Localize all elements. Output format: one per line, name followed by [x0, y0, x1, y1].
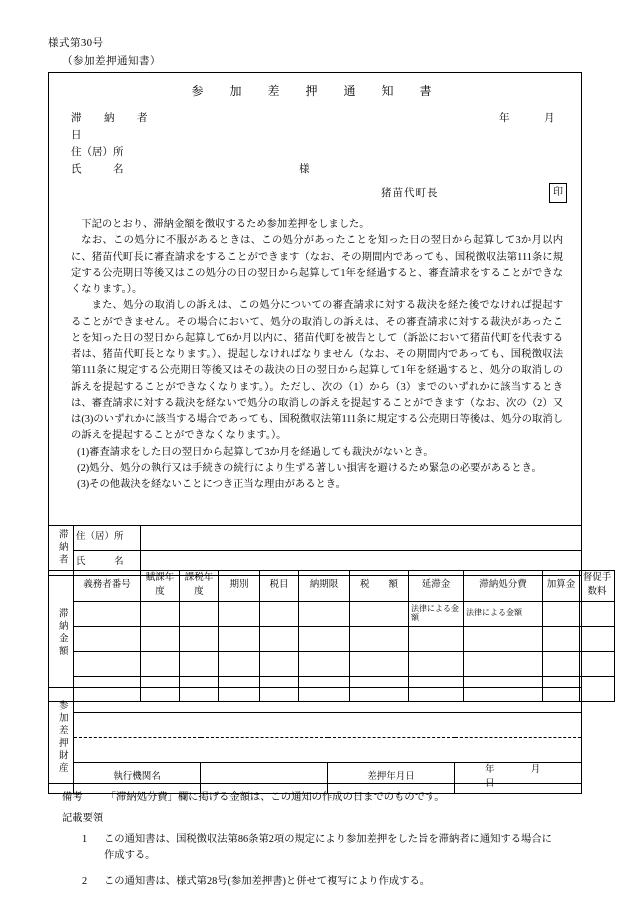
cell-tax-item[interactable] — [260, 601, 299, 626]
party-block — [71, 111, 561, 179]
property-table — [48, 687, 582, 794]
cell-additional-2[interactable] — [543, 626, 580, 651]
table-row — [49, 713, 582, 738]
amount-table — [48, 570, 615, 702]
address-label: 住（居）所 — [71, 147, 124, 158]
notice-body — [71, 217, 563, 494]
table-row — [49, 688, 582, 713]
form-subtitle: （参加差押通知書） — [62, 56, 161, 67]
header-tax-item: 税目 — [260, 571, 299, 602]
amount-vertical-label — [49, 571, 74, 702]
cell-additional-charge[interactable] — [543, 601, 580, 626]
cell-tax-year[interactable] — [180, 601, 219, 626]
cell-obligor-number-2[interactable] — [74, 626, 141, 651]
property-vertical-label — [49, 688, 74, 794]
body-paragraph-3: また、処分の取消しの訴えは、この処分についての審査請求に対する裁決を経た後でなければ提起することができません。その場合において、処分の取消しの訴えは、その審査請求に対する裁決があったことを知った日の翌日から起算して6か月以内に、猪苗代町を被告として（訴訟において猪苗代町を代表する者は、猪苗代町長となります。）、提起しなければなりません（なお、その期間内であっても、国税徴収法第111条に規定する公売期日等後又はその裁決の日の翌日から起算して1年を経過すると、処分の取消しの訴えを提起することができなくなります。）。ただし、次の（1）から（3）までのいずれかに該当するときは、審査請求に対する裁決を経ないで処分の取消しの訴えを提起することができます（なお、次の（2）又は(3)のいずれかに該当する場合であっても、国税徴収法第111条に規定する公売期日等後は、処分の取消しの訴えを提起することができなくなります。）。 — [71, 300, 563, 442]
document-title: 参 加 差 押 通 知 書 — [191, 84, 439, 98]
form-number: 様式第30号 — [48, 38, 104, 49]
date-day-label: 日 — [71, 130, 82, 141]
debtor-name-label: 氏 名 — [74, 551, 141, 576]
header-additional-charge: 加算金 — [543, 571, 580, 602]
cell-reminder-3[interactable] — [580, 651, 615, 676]
header-tax-amount: 税 額 — [350, 571, 409, 602]
table-row — [49, 651, 615, 676]
seizure-day-label: 日 — [485, 778, 496, 789]
debtor-info-table — [48, 525, 582, 576]
table-row — [49, 738, 582, 763]
cell-tax-year-3[interactable] — [180, 651, 219, 676]
note-item-1 — [82, 832, 582, 864]
cell-levy-year-2[interactable] — [141, 626, 180, 651]
table-row — [49, 601, 615, 626]
body-item-3: (3)その他裁決を経ないことにつき正当な理由があるとき。 — [77, 479, 346, 491]
property-line-1[interactable] — [74, 688, 582, 713]
seal-icon: 印 — [549, 183, 567, 203]
cell-period[interactable] — [219, 601, 260, 626]
cell-period-2[interactable] — [219, 626, 260, 651]
remark-text: 「滞納処分費」欄に掲げる金額は、この通知の作成の日までのものです。 — [105, 792, 445, 803]
cell-tax-item-2[interactable] — [260, 626, 299, 651]
note-number-2: 2 — [82, 876, 88, 887]
cell-tax-amount-3[interactable] — [350, 651, 409, 676]
date-month-label: 月 — [544, 113, 555, 124]
seizure-month-label: 月 — [530, 765, 541, 775]
date-year-label: 年 — [499, 113, 510, 124]
header-tax-year: 課税年度 — [180, 571, 219, 602]
exec-org-label: 執行機関名 — [74, 763, 201, 794]
table-header-row — [49, 571, 615, 602]
cell-reminder-4[interactable] — [580, 676, 615, 701]
table-row — [49, 763, 582, 794]
cell-levy-year-3[interactable] — [141, 651, 180, 676]
exec-org-value[interactable] — [201, 763, 328, 794]
table-row — [49, 526, 582, 551]
cell-due-date-2[interactable] — [299, 626, 350, 651]
note-text-1: この通知書は、国税徴収法第86条第2項の規定により参加差押をした旨を滞納者に通知する場合に作成する。 — [104, 834, 552, 861]
header-obligor-number: 義務者番号 — [74, 571, 141, 602]
note-item-2 — [82, 874, 582, 890]
issuer-name: 猪苗代町長 — [381, 188, 439, 199]
header-due-date: 納期限 — [299, 571, 350, 602]
cell-tax-year-2[interactable] — [180, 626, 219, 651]
property-line-2[interactable] — [74, 713, 582, 738]
cell-obligor-number[interactable] — [74, 601, 141, 626]
cell-delinquency-2[interactable] — [409, 626, 464, 651]
name-label: 氏 名 — [71, 164, 124, 175]
property-line-3[interactable] — [74, 738, 582, 763]
note-number-1: 1 — [82, 834, 88, 845]
cell-delinquency-3[interactable] — [409, 651, 464, 676]
cell-tax-amount[interactable] — [350, 601, 409, 626]
debtor-address-value[interactable] — [141, 526, 582, 551]
date-fields — [499, 111, 555, 126]
body-paragraph-1: 下記のとおり、滞納金額を徴収するため参加差押をしました。 — [81, 219, 370, 230]
day-row — [71, 128, 561, 145]
body-item-1: (1)審査請求をした日の翌日から起算して3か月を経過しても裁決がないとき。 — [77, 446, 434, 458]
notes-title: 記載要領 — [62, 813, 104, 824]
header-levy-year: 賦課年度 — [141, 571, 180, 602]
debtor-vertical-label — [49, 526, 74, 576]
cell-levy-year[interactable] — [141, 601, 180, 626]
debtor-row — [71, 111, 561, 128]
amount-vertical-text: 滞納金額 — [56, 607, 67, 658]
cell-due-date-3[interactable] — [299, 651, 350, 676]
seizure-date-label: 差押年月日 — [328, 763, 455, 794]
remark-label: 備考 — [62, 792, 83, 803]
header-period: 期別 — [219, 571, 260, 602]
cell-obligor-number-3[interactable] — [74, 651, 141, 676]
debtor-label: 滞 納 者 — [71, 113, 154, 124]
cell-tax-amount-2[interactable] — [350, 626, 409, 651]
remark-line — [62, 790, 445, 806]
cell-reminder-2[interactable] — [580, 626, 615, 651]
cell-additional-3[interactable] — [543, 651, 580, 676]
seizure-date-value[interactable] — [455, 763, 582, 794]
note-text-2: この通知書は、様式第28号(参加差押書)と併せて複写により作成する。 — [104, 876, 431, 887]
cell-disposition-3[interactable] — [464, 651, 543, 676]
header-reminder-fee: 督促手数料 — [580, 571, 615, 602]
debtor-vertical-text: 滞納者 — [56, 528, 67, 567]
cell-disposition-2[interactable] — [464, 626, 543, 651]
seizure-year-label: 年 — [485, 765, 496, 775]
property-vertical-text: 参加差押財産 — [56, 699, 67, 775]
cell-delinquency-note: 法律による金額 — [409, 601, 464, 626]
honorific-sama: 様 — [299, 164, 310, 175]
cell-due-date[interactable] — [299, 601, 350, 626]
body-paragraph-2: なお、この処分に不服があるときは、この処分があったことを知った日の翌日から起算して3か月以内に、猪苗代町長に審査請求をすることができます（なお、その期間内であっても、国税徴収法第111条に規定する公売期日等後又はこの処分の日の翌日から起算して1年を経過すると、審査請求をすることができなくなります。）。 — [71, 235, 563, 296]
header-delinquency-charge: 延滞金 — [409, 571, 464, 602]
cell-reminder-fee[interactable] — [580, 601, 615, 626]
header-disposition-cost: 滞納処分費 — [464, 571, 543, 602]
cell-period-3[interactable] — [219, 651, 260, 676]
table-row — [49, 626, 615, 651]
cell-disposition-note: 法律による金額 — [464, 601, 543, 626]
address-row — [71, 145, 561, 162]
debtor-address-label: 住（居）所 — [74, 526, 141, 551]
cell-tax-item-3[interactable] — [260, 651, 299, 676]
notice-outer-frame — [48, 72, 612, 789]
name-row — [71, 162, 561, 179]
body-item-2: (2)処分、処分の執行又は手続きの続行により生ずる著しい損害を避けるため緊急の必要があるとき。 — [77, 462, 542, 474]
